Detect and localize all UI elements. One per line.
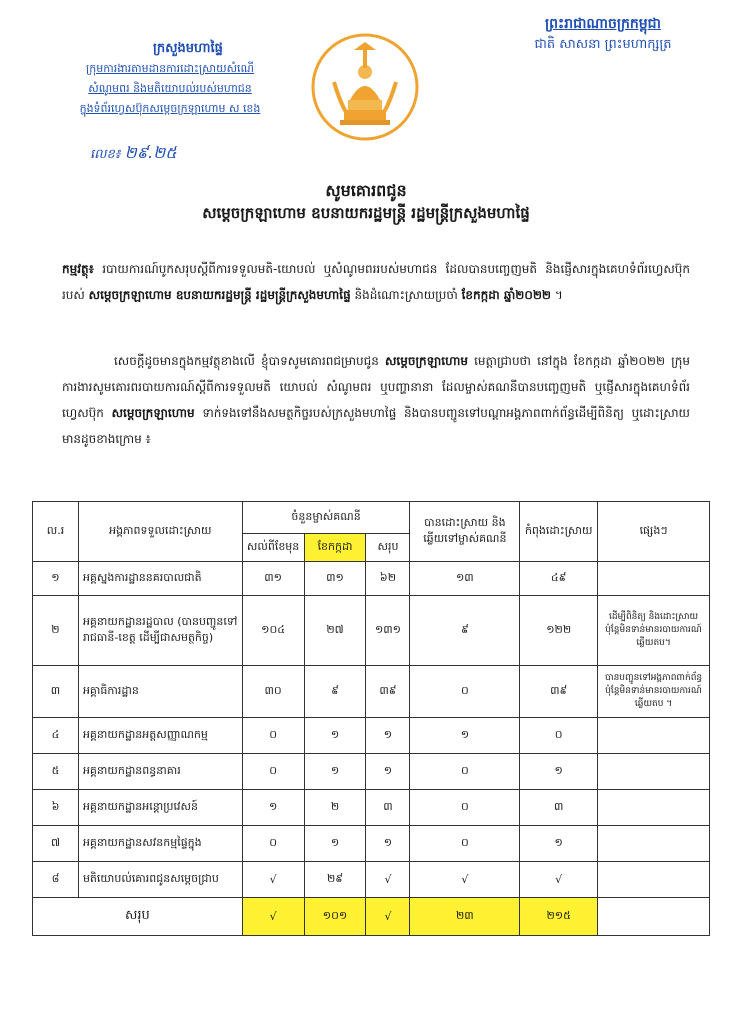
header-resolved: បានដោះស្រាយ និងឆ្លើយទៅម្ចាស់គណនី bbox=[410, 502, 520, 562]
row-prev: ៣០ bbox=[242, 666, 304, 718]
table-row bbox=[33, 826, 710, 862]
row-resolved: ០ bbox=[410, 826, 520, 862]
addressee: សម្តេចក្រឡាហោម ឧបនាយករដ្ឋមន្ត្រី រដ្ឋមន្ត្រីក្រសួងមហាផ្ទៃ bbox=[202, 204, 530, 222]
row-pending: ១២២ bbox=[520, 596, 598, 666]
row-number: ២ bbox=[33, 596, 79, 666]
row-resolved: ០ bbox=[410, 666, 520, 718]
row-july: ៣១ bbox=[304, 562, 366, 596]
row-unit: អគ្គនាយកដ្ឋានអត្តសញ្ញាណកម្ម bbox=[78, 718, 242, 754]
row-total: √ bbox=[366, 862, 410, 898]
report-table bbox=[32, 501, 710, 936]
row-july: ២៧ bbox=[304, 596, 366, 666]
row-resolved: √ bbox=[410, 862, 520, 898]
row-total: ៣ bbox=[366, 790, 410, 826]
total-prev: √ bbox=[242, 898, 304, 936]
total-resolved: ២៣ bbox=[410, 898, 520, 936]
header-total: សរុប bbox=[366, 534, 410, 562]
header-accounts: ចំនួនម្ចាស់គណនី bbox=[242, 502, 410, 534]
row-total: ១ bbox=[366, 754, 410, 790]
row-july: ១ bbox=[304, 754, 366, 790]
row-prev: ១០៤ bbox=[242, 596, 304, 666]
row-note bbox=[598, 826, 710, 862]
royal-emblem-icon bbox=[310, 32, 420, 142]
row-number: ៨ bbox=[33, 862, 79, 898]
department-line-3: ក្នុងទំព័រហ្វេសប៊ុកសម្តេចក្រឡាហោម ស ខេង bbox=[79, 102, 261, 115]
row-note bbox=[598, 790, 710, 826]
total-row bbox=[33, 898, 710, 936]
table-row bbox=[33, 666, 710, 718]
row-unit: អគ្គាធិការដ្ឋាន bbox=[78, 666, 242, 718]
row-prev: ៣១ bbox=[242, 562, 304, 596]
row-number: ៣ bbox=[33, 666, 79, 718]
row-july: ២៩ bbox=[304, 862, 366, 898]
document-number bbox=[90, 142, 177, 166]
header-other: ផ្សេងៗ bbox=[598, 502, 710, 562]
total-pending: ២១៥ bbox=[520, 898, 598, 936]
number-value: ២៩.២៥ bbox=[124, 143, 177, 162]
subject-paragraph bbox=[62, 256, 690, 308]
row-number: ៥ bbox=[33, 754, 79, 790]
subject-end: ។ bbox=[551, 288, 563, 302]
row-unit: អគ្គស្នងការដ្ឋាននគរបាលជាតិ bbox=[78, 562, 242, 596]
body-bold-1: សម្តេចក្រឡាហោម bbox=[385, 354, 468, 368]
row-unit: អគ្គនាយកដ្ឋានពន្ធនាគារ bbox=[78, 754, 242, 790]
row-total: ១ bbox=[366, 826, 410, 862]
table-row bbox=[33, 562, 710, 596]
row-july: ១ bbox=[304, 718, 366, 754]
row-resolved: ១៣ bbox=[410, 562, 520, 596]
row-total: ៦២ bbox=[366, 562, 410, 596]
body-text-3: ទាក់ទងទៅនឹងសមត្ថកិច្ចរបស់ក្រសួងមហាផ្ទៃ និងបានបញ្ជូនទៅបណ្តាអង្គភាពពាក់ព័ន្ធដើម្បីពិនិត្យ ឬដោះស្រាយ មានដូចខាងក្រោម ៖ bbox=[62, 406, 690, 446]
row-number: ៤ bbox=[33, 718, 79, 754]
row-number: ១ bbox=[33, 562, 79, 596]
total-note bbox=[598, 898, 710, 936]
table-row bbox=[33, 596, 710, 666]
total-label: សរុប bbox=[33, 898, 243, 936]
row-resolved: ១ bbox=[410, 718, 520, 754]
subject-addressee: សម្តេចក្រឡាហោម ឧបនាយករដ្ឋមន្ត្រី រដ្ឋមន្ត្រីក្រសួងមហាផ្ទៃ bbox=[88, 288, 351, 302]
header-pending: កំពុងដោះស្រាយ bbox=[520, 502, 598, 562]
row-unit: អគ្គនាយកដ្ឋានសវនកម្មផ្ទៃក្នុង bbox=[78, 826, 242, 862]
row-note bbox=[598, 862, 710, 898]
national-motto: ជាតិ សាសនា ព្រះមហាក្សត្រ bbox=[534, 37, 672, 52]
row-note: ដើម្បីពិនិត្យ និងដោះស្រាយប៉ុន្តែមិនទាន់មានរបាយការណ៍ឆ្លើយតប។ bbox=[598, 596, 710, 666]
header-unit: អង្គភាពទទួលដោះស្រាយ bbox=[78, 502, 242, 562]
subject-label: កម្មវត្ថុ៖ bbox=[62, 262, 94, 276]
row-july: ២ bbox=[304, 790, 366, 826]
department-line-1: ក្រុមការងារតាមដានការដោះស្រាយសំណើ bbox=[86, 62, 254, 75]
row-prev: ០ bbox=[242, 754, 304, 790]
row-pending: ១ bbox=[520, 754, 598, 790]
row-resolved: ០ bbox=[410, 790, 520, 826]
table-row bbox=[33, 718, 710, 754]
body-text-2: មេត្តាជ្រាបថា នៅក្នុង ខែកក្កដា ឆ្នាំ២០២២ ក្រុមការងារសូមគោរពរបាយការណ៍ស្តីពីការទទួលមតិ យោបល់ សំណូមពរ ឬបញ្ហានានា ដែលម្ចាស់គណនីបានបញ្ចេញមតិ ឬផ្ញើសារក្នុងគេហទំព័រហ្វេសប៊ុក bbox=[62, 354, 690, 420]
department-line-2: សំណូមពរ និងមតិយោបល់របស់មហាជន bbox=[88, 82, 252, 95]
row-note bbox=[598, 754, 710, 790]
subject-period: ខែកក្កដា ឆ្នាំ២០២២ bbox=[461, 288, 551, 302]
row-unit: អគ្គនាយកដ្ឋានអន្តោប្រវេសន៍ bbox=[78, 790, 242, 826]
row-july: ៩ bbox=[304, 666, 366, 718]
kingdom-title: ព្រះរាជាណាចក្រកម្ពុជា bbox=[544, 16, 661, 32]
header-july: ខែកក្កដា bbox=[304, 534, 366, 562]
table-row bbox=[33, 862, 710, 898]
row-number: ៦ bbox=[33, 790, 79, 826]
table-row bbox=[33, 790, 710, 826]
row-note bbox=[598, 718, 710, 754]
salutation: សូមគោរពជូន bbox=[325, 181, 407, 200]
row-number: ៧ bbox=[33, 826, 79, 862]
row-prev: ០ bbox=[242, 826, 304, 862]
body-bold-2: សម្តេចក្រឡាហោម bbox=[111, 406, 195, 420]
row-unit: អគ្គនាយកដ្ឋានរដ្ឋបាល (បានបញ្ជូនទៅរាជធានី-ខេត្ត ដើម្បីជាសមត្ថកិច្ច) bbox=[78, 596, 242, 666]
body-paragraph bbox=[62, 348, 690, 452]
row-pending: ៤៩ bbox=[520, 562, 598, 596]
row-resolved: ០ bbox=[410, 754, 520, 790]
total-july: ១០១ bbox=[304, 898, 366, 936]
row-prev: ១ bbox=[242, 790, 304, 826]
row-pending: ១ bbox=[520, 826, 598, 862]
row-pending: ០ bbox=[520, 718, 598, 754]
total-total: √ bbox=[366, 898, 410, 936]
row-total: ៣៩ bbox=[366, 666, 410, 718]
row-pending: √ bbox=[520, 862, 598, 898]
row-total: ១៣១ bbox=[366, 596, 410, 666]
row-note: បានបញ្ជូនទៅអង្គភាពពាក់ព័ន្ធ ប៉ុន្តែមិនទាន់មានរបាយការណ៍ឆ្លើយតប ។ bbox=[598, 666, 710, 718]
row-unit: មតិយោបល់គោរពជូនសម្តេចជ្រាប bbox=[78, 862, 242, 898]
row-note bbox=[598, 562, 710, 596]
header-from-prev: សល់ពីខែមុន bbox=[242, 534, 304, 562]
body-text-1: សេចក្តីដូចមានក្នុងកម្មវត្ថុខាងលើ ខ្ញុំបាទសូមគោរពជម្រាបជូន bbox=[114, 354, 385, 368]
ministry-name: ក្រសួងមហាផ្ទៃ bbox=[153, 41, 223, 56]
header-no: ល.រ bbox=[33, 502, 79, 562]
subject-text: របាយការណ៍បូកសរុបស្តីពីការទទួលមតិ-យោបល់ ឬសំណូមពររបស់មហាជន ដែលបានបញ្ចេញមតិ និងផ្ញើសារក្នុងគេហទំព័រហ្វេសប៊ុករបស់ bbox=[62, 262, 690, 302]
row-prev: ០ bbox=[242, 718, 304, 754]
subject-text-2: និងដំណោះស្រាយប្រចាំ bbox=[350, 288, 462, 302]
number-label: លេខ៖ bbox=[90, 147, 121, 162]
row-july: ១ bbox=[304, 826, 366, 862]
row-total: ១ bbox=[366, 718, 410, 754]
table-row bbox=[33, 754, 710, 790]
row-pending: ៣ bbox=[520, 790, 598, 826]
row-resolved: ៩ bbox=[410, 596, 520, 666]
row-prev: √ bbox=[242, 862, 304, 898]
row-pending: ៣៩ bbox=[520, 666, 598, 718]
